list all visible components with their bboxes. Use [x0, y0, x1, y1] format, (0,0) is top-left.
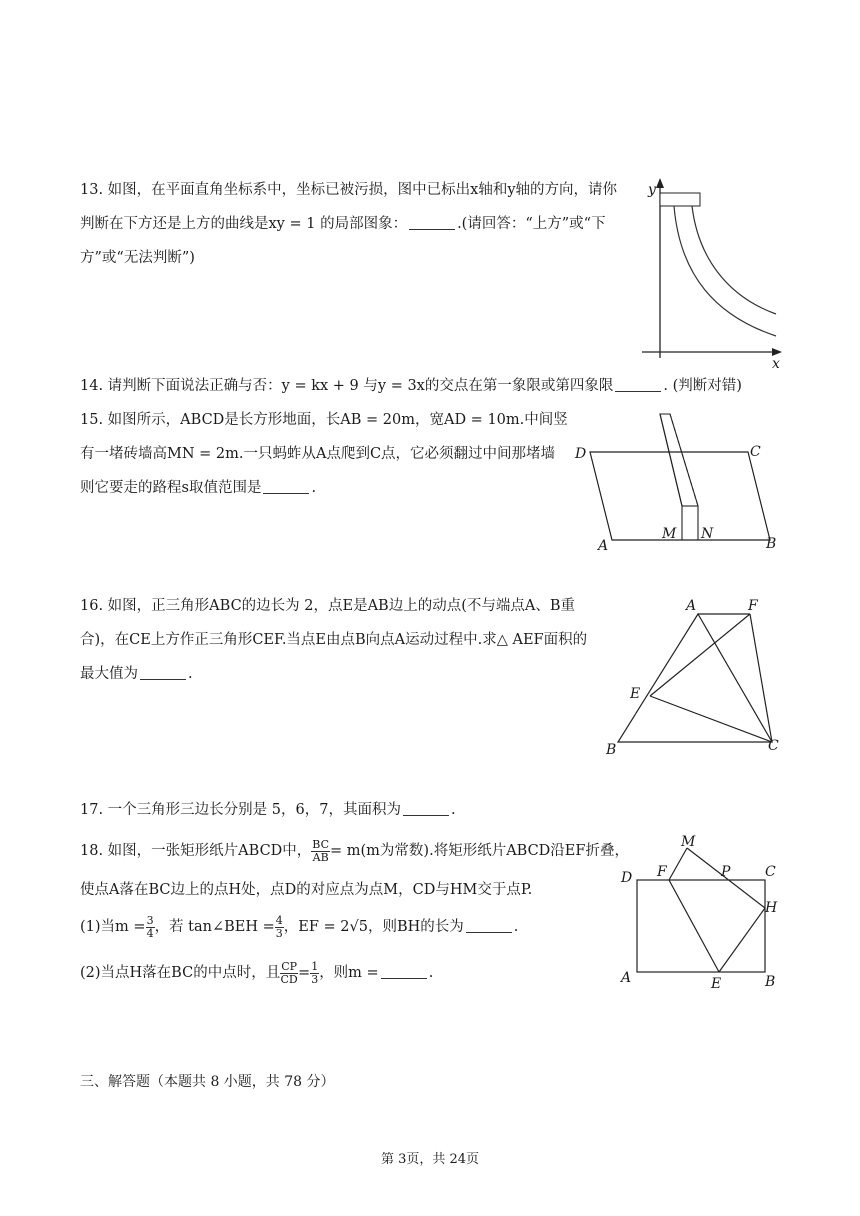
q16-line3a: 最大值为 — [80, 666, 138, 682]
q16-label-f: F — [748, 598, 758, 614]
q16-label-e: E — [630, 686, 641, 702]
q15-label-d: D — [575, 446, 587, 462]
q16-label-b: B — [606, 742, 617, 758]
q18-line1b: = m(m为常数).将矩形纸片ABCD沿EF折叠， — [330, 843, 629, 859]
q15-label-b: B — [766, 536, 777, 552]
q13-line2a: 判断在下方还是上方的曲线是xy = 1 的局部图象： — [80, 216, 408, 232]
q18-line4b: = — [298, 965, 311, 981]
fraction-1-3: $\frac{1}{3}$ — [311, 959, 319, 986]
answer-blank — [263, 479, 309, 494]
answer-blank — [140, 665, 186, 680]
q18-line3b: ，若 tan∠BEH = — [154, 919, 275, 935]
q16-line1: 16. 如图，正三角形ABC的边长为 2，点E是AB边上的动点(不与端点A、B重 — [80, 598, 575, 614]
q16-line3 — [80, 664, 193, 684]
q18-line4 — [80, 960, 433, 986]
q18-label-h: H — [765, 900, 778, 916]
q14-line1b: . (判断对错) — [663, 378, 742, 394]
q13-y-label: y — [648, 182, 656, 198]
q15-label-c: C — [750, 444, 761, 460]
q18-line2: 使点A落在BC边上的点H处，点D的对应点为点M，CD与HM交于点P. — [80, 882, 533, 898]
q18-line1 — [80, 838, 629, 864]
q18-line3d: . — [513, 919, 519, 935]
q13-x-label: x — [772, 356, 780, 371]
q18-label-f: F — [657, 864, 667, 880]
q13-line1: 13. 如图，在平面直角坐标系中，坐标已被污损，图中已标出x轴和y轴的方向，请你 — [80, 182, 618, 198]
q17-line1b: . — [450, 802, 456, 818]
q13-line2 — [80, 214, 606, 234]
q18-line3c: ，EF = 2√5，则BH的长为 — [283, 919, 464, 935]
q17-line1 — [80, 800, 456, 820]
q16-label-a: A — [686, 598, 697, 614]
fraction-3-4: $\frac{3}{4}$ — [146, 913, 154, 940]
q16-figure — [600, 594, 790, 764]
q15-line1: 15. 如图所示，ABCD是长方形地面，长AB = 20m，宽AD = 10m.中间竖 — [80, 412, 568, 428]
q18-figure — [615, 830, 795, 995]
answer-blank — [615, 377, 661, 392]
q18-label-a: A — [621, 970, 632, 986]
q16-label-c: C — [768, 738, 779, 754]
q15-line3a: 则它要走的路程s取值范围是 — [80, 480, 262, 496]
q18-line3a: (1)当m = — [80, 919, 146, 935]
q13-line2b: .(请回答：“上方”或“下 — [457, 216, 606, 232]
q16-line3b: . — [188, 666, 193, 682]
q18-line4c: ，则m = — [319, 965, 379, 981]
q17-line1a: 17. 一个三角形三边长分别是 5，6，7，其面积为 — [80, 802, 401, 818]
q18-label-d: D — [621, 870, 633, 886]
answer-blank — [403, 801, 449, 816]
q14-line1 — [80, 376, 742, 396]
q15-label-n: N — [701, 526, 714, 542]
page-footer: 第 3页，共 24页 — [380, 1152, 480, 1167]
q15-figure — [570, 408, 785, 558]
q13-figure — [636, 176, 786, 371]
q18-line3 — [80, 914, 518, 940]
fraction-cp-cd: $\frac{CP}{CD}$ — [280, 959, 298, 986]
q18-line1a: 18. 如图，一张矩形纸片ABCD中， — [80, 843, 312, 859]
q15-line2: 有一堵砖墙高MN = 2m.一只蚂蚱从A点爬到C点，它必须翻过中间那堵墙 — [80, 446, 556, 462]
fraction-bc-ab: $\frac{BC}{AB}$ — [312, 837, 330, 864]
q15-line3 — [80, 478, 316, 498]
q18-line4d: . — [428, 965, 434, 981]
q18-label-m: M — [681, 834, 696, 850]
q18-label-e: E — [711, 976, 722, 992]
q15-label-m: M — [662, 526, 677, 542]
q16-line2: 合)，在CE上方作正三角形CEF.当点E由点B向点A运动过程中.求△ AEF面积的 — [80, 632, 588, 648]
q14-line1a: 14. 请判断下面说法正确与否：y = kx + 9 与y = 3x的交点在第一象限或第四象限 — [80, 378, 614, 394]
q15-label-a: A — [598, 538, 609, 554]
answer-blank — [409, 215, 455, 230]
q18-line4a: (2)当点H落在BC的中点时，且 — [80, 965, 281, 981]
q18-label-b: B — [765, 974, 776, 990]
q15-line3b: . — [311, 480, 317, 496]
q18-label-c: C — [765, 864, 776, 880]
answer-blank — [381, 964, 427, 979]
section-heading: 三、解答题（本题共 8 小题，共 78 分） — [80, 1074, 335, 1090]
q18-label-p: P — [721, 864, 731, 880]
q13-line3: 方”或“无法判断”) — [80, 250, 195, 266]
fraction-4-3: $\frac{4}{3}$ — [275, 913, 283, 940]
answer-blank — [466, 918, 512, 933]
